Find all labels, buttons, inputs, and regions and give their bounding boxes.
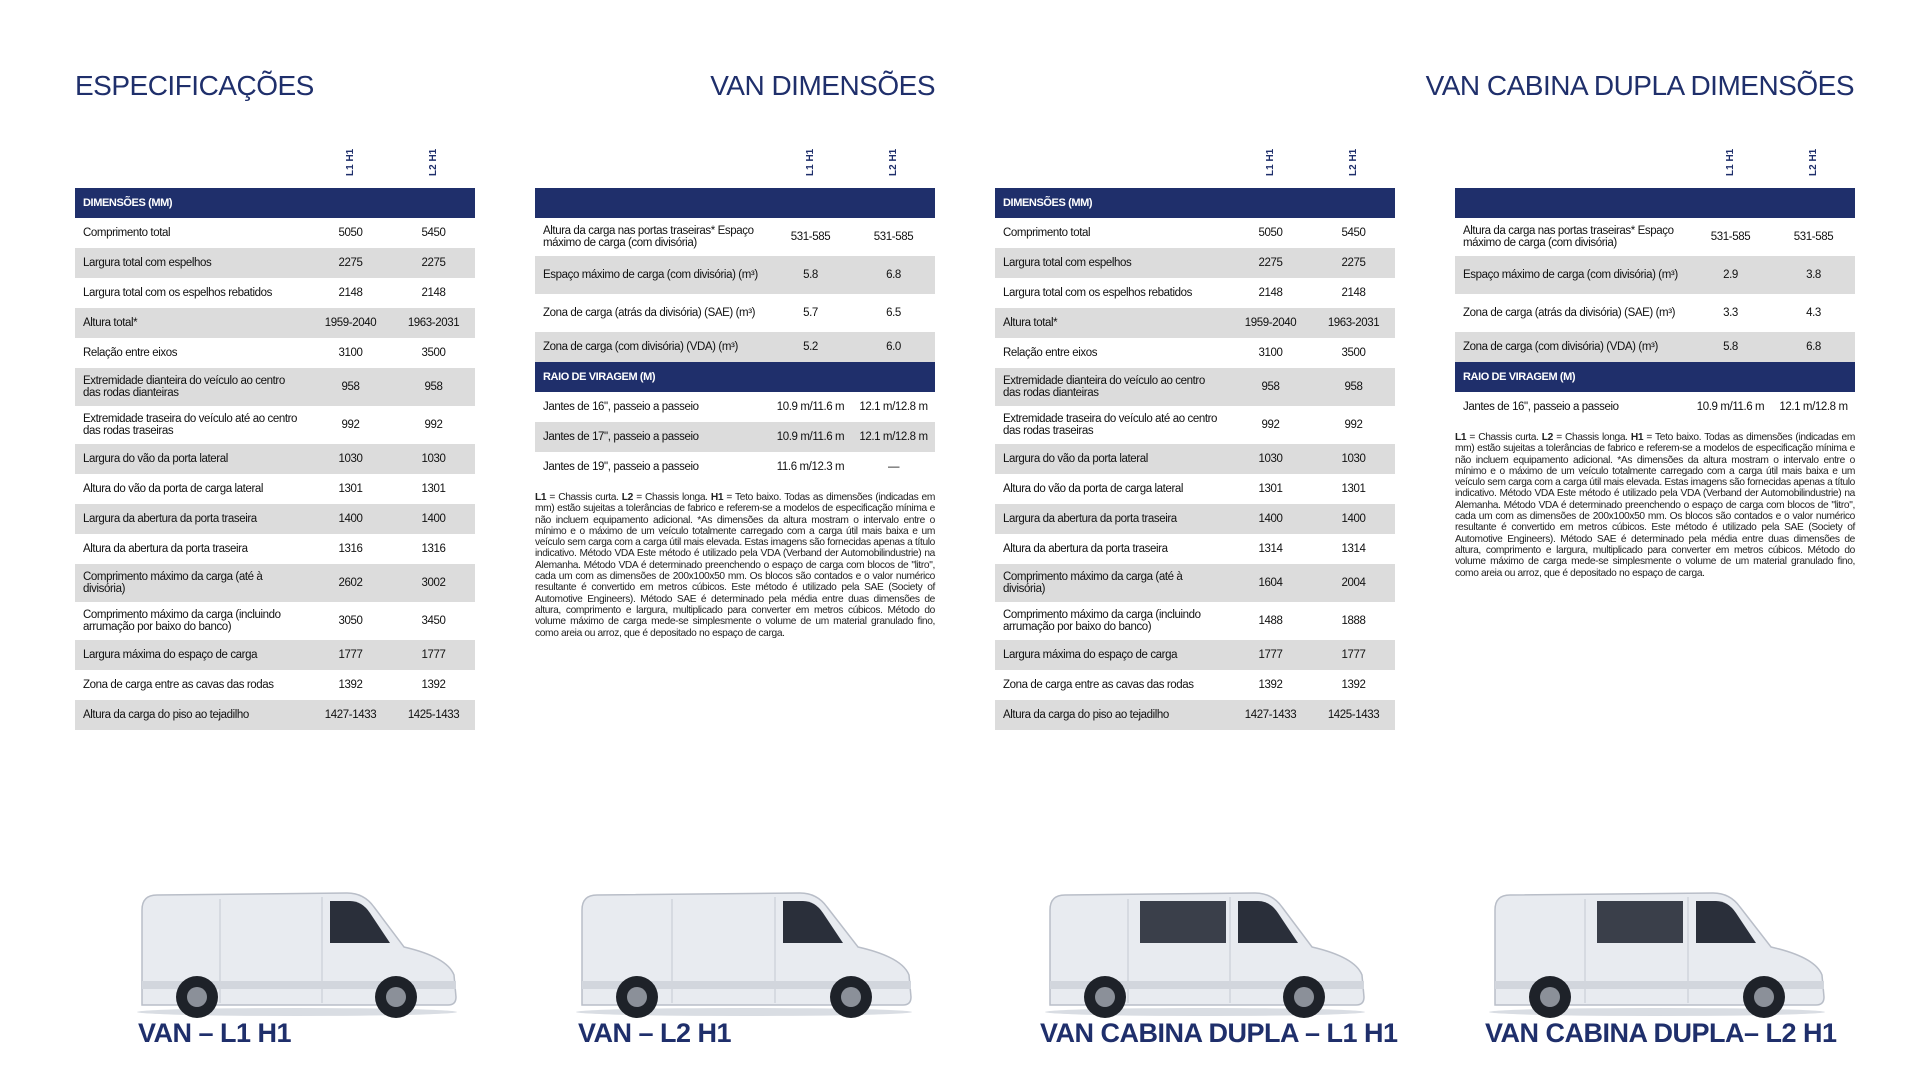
footnote-text: = Chassis curta. [1466, 432, 1542, 443]
row-label: Comprimento máximo da carga (até à divisória) [995, 564, 1229, 602]
value-l2: 1400 [1312, 504, 1395, 534]
value-l1: 531-585 [769, 218, 852, 256]
row-label: Relação entre eixos [75, 338, 309, 368]
section-header-row [995, 188, 1395, 218]
section-header-empty [1455, 188, 1855, 218]
section-header-row [535, 188, 935, 218]
value-l1: 2602 [309, 564, 392, 602]
row-label: Altura da abertura da porta traseira [995, 534, 1229, 564]
value-l1: 5.8 [1689, 332, 1772, 362]
table-row [995, 534, 1395, 564]
section-header-row [1455, 188, 1855, 218]
value-l2: 2148 [392, 278, 475, 308]
title-van-dimensoes: VAN DIMENSÕES [710, 70, 935, 101]
value-l1: 10.9 m/11.6 m [769, 392, 852, 422]
value-l1: 5.7 [769, 294, 852, 332]
footnote-key-h1: H1 [710, 492, 724, 503]
specs-table [75, 188, 475, 730]
table-row [75, 218, 475, 248]
table-row [995, 504, 1395, 534]
value-l2: 531-585 [852, 218, 935, 256]
row-label: Zona de carga (atrás da divisória) (SAE) (m³) [535, 294, 769, 332]
value-l1: 2275 [309, 248, 392, 278]
footnote [1455, 432, 1855, 579]
footnote-text: = Teto baixo. Todas as dimensões (indicadas em mm) estão sujeitas a tolerâncias de fabrico e referem-se a modelos de especificação mínima e não incluem equipamento adicional. *As dimensões da altura mostram o intervalo entre o mínimo e o máximo de um veículo totalmente carregado com a carga útil mais baixa e um veículo sem carga com a carga útil mais elevada. Estas imagens são fornecidas apenas a título indicativo. Método VDA Este método é utilizado pela VDA (Verband der Automobilindustrie) na Alemanha. Método VDA é determinado preenchendo o espaço de carga com blocos de "litro", cada um com as dimensões de 200x100x50 mm. Os blocos são contados e o valor numérico resultante é convertido em metros cúbicos. Este método é utilizado pela SAE (Society of Automotive Engineers). Método SAE é determinado pela média entre duas dimensões de altura, comprimento e largura, multiplicado para converter em metros cúbicos. Método do volume máximo de carga mede-se simplesmente o volume de um material granulado fino, como areia ou arroz, que é depositado no espaço de carga. [1455, 432, 1856, 579]
table-row [1455, 392, 1855, 422]
value-l2: 1425-1433 [1312, 700, 1395, 730]
row-label: Altura total* [995, 308, 1229, 338]
column-header-l2: L2 H1 [1808, 148, 1819, 176]
table-row [1455, 256, 1855, 294]
row-label: Altura da carga nas portas traseiras* Espaço máximo de carga (com divisória) [535, 218, 769, 256]
table-row [535, 294, 935, 332]
value-l1: 1604 [1229, 564, 1312, 602]
footnote-key-l2: L2 [1541, 432, 1553, 443]
table-row [535, 422, 935, 452]
table-row [75, 308, 475, 338]
table-row [75, 640, 475, 670]
row-label: Largura da abertura da porta traseira [75, 504, 309, 534]
value-l2: 6.0 [852, 332, 935, 362]
value-l2: 3002 [392, 564, 475, 602]
table-row [75, 504, 475, 534]
value-l1: 1959-2040 [309, 308, 392, 338]
van-label-l2h1: VAN – L2 H1 [578, 1018, 732, 1048]
value-l2: 2275 [1312, 248, 1395, 278]
row-label: Largura total com espelhos [995, 248, 1229, 278]
table-row [995, 640, 1395, 670]
van-cabina-l1h1-image [1040, 885, 1370, 1020]
value-l2: 2148 [1312, 278, 1395, 308]
column-header-l1: L1 H1 [1725, 148, 1736, 176]
row-label: Altura do vão da porta de carga lateral [995, 474, 1229, 504]
table-row [995, 670, 1395, 700]
value-l1: 958 [1229, 368, 1312, 406]
value-l2: 6.8 [1772, 332, 1855, 362]
value-l1: 2148 [1229, 278, 1312, 308]
row-label: Extremidade dianteira do veículo ao centro das rodas dianteiras [995, 368, 1229, 406]
value-l1: 10.9 m/11.6 m [1689, 392, 1772, 422]
value-l1: 958 [309, 368, 392, 406]
row-label: Relação entre eixos [995, 338, 1229, 368]
value-l2: 1030 [392, 444, 475, 474]
row-label: Zona de carga (com divisória) (VDA) (m³) [1455, 332, 1689, 362]
value-l1: 1030 [1229, 444, 1312, 474]
value-l2: 1400 [392, 504, 475, 534]
value-l1: 3050 [309, 602, 392, 640]
row-label: Largura total com os espelhos rebatidos [75, 278, 309, 308]
row-label: Comprimento total [995, 218, 1229, 248]
value-l1: 1030 [309, 444, 392, 474]
table-row [535, 392, 935, 422]
footnote-key-h1: H1 [1630, 432, 1644, 443]
row-label: Largura máxima do espaço de carga [75, 640, 309, 670]
column-header-l2: L2 H1 [1348, 148, 1359, 176]
table-row [75, 602, 475, 640]
row-label: Comprimento máximo da carga (incluindo arrumação por baixo do banco) [75, 602, 309, 640]
column-header-l2: L2 H1 [428, 148, 439, 176]
value-l2: 4.3 [1772, 294, 1855, 332]
table-row [75, 406, 475, 444]
value-l2: 531-585 [1772, 218, 1855, 256]
section-header-turning: RAIO DE VIRAGEM (M) [535, 362, 935, 392]
cargo-table [535, 188, 935, 482]
value-l2: 3500 [1312, 338, 1395, 368]
value-l1: 5.2 [769, 332, 852, 362]
value-l1: 1314 [1229, 534, 1312, 564]
value-l1: 5050 [309, 218, 392, 248]
value-l1: 1400 [1229, 504, 1312, 534]
section-header-row [535, 362, 935, 392]
value-l1: 3100 [1229, 338, 1312, 368]
row-label: Altura da carga do piso ao tejadilho [995, 700, 1229, 730]
section-header-row [1455, 362, 1855, 392]
table-row [75, 564, 475, 602]
value-l1: 1777 [1229, 640, 1312, 670]
value-l2: 1963-2031 [1312, 308, 1395, 338]
value-l1: 992 [1229, 406, 1312, 444]
table-row [1455, 332, 1855, 362]
row-label: Espaço máximo de carga (com divisória) (m³) [1455, 256, 1689, 294]
van-label-l1h1: VAN – L1 H1 [138, 1018, 292, 1048]
van-l1h1-image [132, 885, 462, 1020]
column-headers [535, 150, 935, 186]
row-label: Espaço máximo de carga (com divisória) (m³) [535, 256, 769, 294]
row-label: Jantes de 16", passeio a passeio [535, 392, 769, 422]
value-l1: 1488 [1229, 602, 1312, 640]
panel-cabina-dimensions [1455, 150, 1855, 579]
value-l1: 992 [309, 406, 392, 444]
section-header: DIMENSÕES (MM) [995, 188, 1395, 218]
value-l2: 5450 [1312, 218, 1395, 248]
table-row [535, 218, 935, 256]
value-l2: 6.8 [852, 256, 935, 294]
value-l1: 2.9 [1689, 256, 1772, 294]
footnote-text: = Chassis longa. [1553, 432, 1631, 443]
value-l2: 1301 [1312, 474, 1395, 504]
value-l2: 2275 [392, 248, 475, 278]
table-row [75, 278, 475, 308]
value-l2: — [852, 452, 935, 482]
value-l2: 2004 [1312, 564, 1395, 602]
table-row [995, 602, 1395, 640]
panel-van-dimensions [535, 150, 935, 639]
column-headers [75, 150, 475, 186]
column-header-l1: L1 H1 [345, 148, 356, 176]
row-label: Largura máxima do espaço de carga [995, 640, 1229, 670]
column-headers [995, 150, 1395, 186]
row-label: Jantes de 17", passeio a passeio [535, 422, 769, 452]
table-row [75, 248, 475, 278]
row-label: Comprimento máximo da carga (até à divisória) [75, 564, 309, 602]
value-l1: 1301 [309, 474, 392, 504]
column-header-l1: L1 H1 [1265, 148, 1276, 176]
value-l1: 10.9 m/11.6 m [769, 422, 852, 452]
value-l1: 1427-1433 [309, 700, 392, 730]
van-label-cabina-l2h1: VAN CABINA DUPLA– L2 H1 [1485, 1018, 1837, 1048]
value-l1: 5.8 [769, 256, 852, 294]
value-l2: 3450 [392, 602, 475, 640]
row-label: Largura total com espelhos [75, 248, 309, 278]
footnote-text: = Teto baixo. Todas as dimensões (indicadas em mm) estão sujeitas a tolerâncias de fabrico e referem-se a modelos de especificação mínima e não incluem equipamento adicional. *As dimensões da altura mostram o intervalo entre o mínimo e o máximo de um veículo totalmente carregado com a carga útil mais baixa e um veículo sem carga com a carga útil mais elevada. Estas imagens são fornecidas apenas a título indicativo. Método VDA Este método é utilizado pela VDA (Verband der Automobilindustrie) na Alemanha. Método VDA é determinado preenchendo o espaço de carga com blocos de "litro", cada um com as dimensões de 200x100x50 mm. Os blocos são contados e o valor numérico resultante é convertido em metros cúbicos. Este método é utilizado pela SAE (Society of Automotive Engineers). Método SAE é determinado pela média entre duas dimensões de altura, comprimento e largura, multiplicado para converter em metros cúbicos. Método do volume máximo de carga mede-se simplesmente o volume de um material granulado fino, como areia ou arroz, que é depositado no espaço de carga. [535, 492, 936, 639]
footnote-text: = Chassis curta. [546, 492, 622, 503]
row-label: Largura total com os espelhos rebatidos [995, 278, 1229, 308]
value-l2: 3500 [392, 338, 475, 368]
table-row [535, 452, 935, 482]
row-label: Zona de carga (atrás da divisória) (SAE) (m³) [1455, 294, 1689, 332]
value-l1: 531-585 [1689, 218, 1772, 256]
row-label: Comprimento máximo da carga (incluindo arrumação por baixo do banco) [995, 602, 1229, 640]
table-row [75, 368, 475, 406]
row-label: Extremidade traseira do veículo até ao centro das rodas traseiras [995, 406, 1229, 444]
cargo-table [1455, 188, 1855, 422]
table-row [995, 444, 1395, 474]
table-row [75, 534, 475, 564]
row-label: Extremidade dianteira do veículo ao centro das rodas dianteiras [75, 368, 309, 406]
value-l2: 5450 [392, 218, 475, 248]
value-l2: 1777 [392, 640, 475, 670]
section-header-row [75, 188, 475, 218]
van-l2h1-image [572, 885, 917, 1020]
table-row [995, 308, 1395, 338]
row-label: Zona de carga (com divisória) (VDA) (m³) [535, 332, 769, 362]
value-l2: 12.1 m/12.8 m [852, 422, 935, 452]
value-l2: 1392 [1312, 670, 1395, 700]
value-l2: 6.5 [852, 294, 935, 332]
value-l2: 12.1 m/12.8 m [852, 392, 935, 422]
value-l2: 1888 [1312, 602, 1395, 640]
table-row [995, 564, 1395, 602]
value-l2: 1425-1433 [392, 700, 475, 730]
value-l1: 1392 [1229, 670, 1312, 700]
row-label: Largura do vão da porta lateral [75, 444, 309, 474]
value-l1: 1301 [1229, 474, 1312, 504]
value-l2: 1030 [1312, 444, 1395, 474]
table-row [1455, 294, 1855, 332]
table-row [995, 338, 1395, 368]
value-l2: 958 [392, 368, 475, 406]
row-label: Zona de carga entre as cavas das rodas [995, 670, 1229, 700]
panel-cabina-specifications [995, 150, 1395, 730]
row-label: Altura do vão da porta de carga lateral [75, 474, 309, 504]
value-l2: 1392 [392, 670, 475, 700]
row-label: Altura da carga do piso ao tejadilho [75, 700, 309, 730]
row-label: Jantes de 16", passeio a passeio [1455, 392, 1689, 422]
table-row [75, 444, 475, 474]
value-l1: 1777 [309, 640, 392, 670]
table-row [535, 332, 935, 362]
row-label: Jantes de 19", passeio a passeio [535, 452, 769, 482]
row-label: Altura total* [75, 308, 309, 338]
table-row [535, 256, 935, 294]
footnote-key-l1: L1 [1455, 432, 1467, 443]
value-l1: 5050 [1229, 218, 1312, 248]
value-l1: 2148 [309, 278, 392, 308]
table-row [75, 700, 475, 730]
title-especificacoes: ESPECIFICAÇÕES [75, 70, 314, 101]
value-l2: 992 [392, 406, 475, 444]
value-l1: 1400 [309, 504, 392, 534]
van-cabina-l2h1-image [1485, 885, 1830, 1020]
column-headers [1455, 150, 1855, 186]
specs-table [995, 188, 1395, 730]
value-l2: 958 [1312, 368, 1395, 406]
value-l1: 1959-2040 [1229, 308, 1312, 338]
footnote-key-l1: L1 [535, 492, 547, 503]
table-row [75, 474, 475, 504]
table-row [75, 670, 475, 700]
column-header-l2: L2 H1 [888, 148, 899, 176]
section-header-turning: RAIO DE VIRAGEM (M) [1455, 362, 1855, 392]
table-row [75, 338, 475, 368]
row-label: Altura da carga nas portas traseiras* Espaço máximo de carga (com divisória) [1455, 218, 1689, 256]
table-row [995, 406, 1395, 444]
value-l1: 1427-1433 [1229, 700, 1312, 730]
value-l2: 992 [1312, 406, 1395, 444]
value-l2: 1963-2031 [392, 308, 475, 338]
van-label-cabina-l1h1: VAN CABINA DUPLA – L1 H1 [1040, 1018, 1398, 1048]
footnote-text: = Chassis longa. [633, 492, 711, 503]
section-header: DIMENSÕES (MM) [75, 188, 475, 218]
table-row [995, 278, 1395, 308]
table-row [995, 218, 1395, 248]
value-l1: 3.3 [1689, 294, 1772, 332]
table-row [995, 700, 1395, 730]
panel-van-specifications [75, 150, 475, 730]
value-l1: 1392 [309, 670, 392, 700]
table-row [995, 474, 1395, 504]
value-l2: 1301 [392, 474, 475, 504]
row-label: Largura do vão da porta lateral [995, 444, 1229, 474]
table-row [995, 368, 1395, 406]
value-l2: 1314 [1312, 534, 1395, 564]
row-label: Altura da abertura da porta traseira [75, 534, 309, 564]
value-l1: 3100 [309, 338, 392, 368]
value-l1: 2275 [1229, 248, 1312, 278]
row-label: Extremidade traseira do veículo até ao centro das rodas traseiras [75, 406, 309, 444]
row-label: Zona de carga entre as cavas das rodas [75, 670, 309, 700]
column-header-l1: L1 H1 [805, 148, 816, 176]
value-l2: 12.1 m/12.8 m [1772, 392, 1855, 422]
footnote-key-l2: L2 [621, 492, 633, 503]
footnote [535, 492, 935, 639]
value-l1: 11.6 m/12.3 m [769, 452, 852, 482]
row-label: Largura da abertura da porta traseira [995, 504, 1229, 534]
table-row [1455, 218, 1855, 256]
value-l2: 3.8 [1772, 256, 1855, 294]
value-l2: 1316 [392, 534, 475, 564]
row-label: Comprimento total [75, 218, 309, 248]
section-header-empty [535, 188, 935, 218]
title-van-cabina-dimensoes: VAN CABINA DUPLA DIMENSÕES [1425, 70, 1854, 101]
value-l2: 1777 [1312, 640, 1395, 670]
table-row [995, 248, 1395, 278]
value-l1: 1316 [309, 534, 392, 564]
